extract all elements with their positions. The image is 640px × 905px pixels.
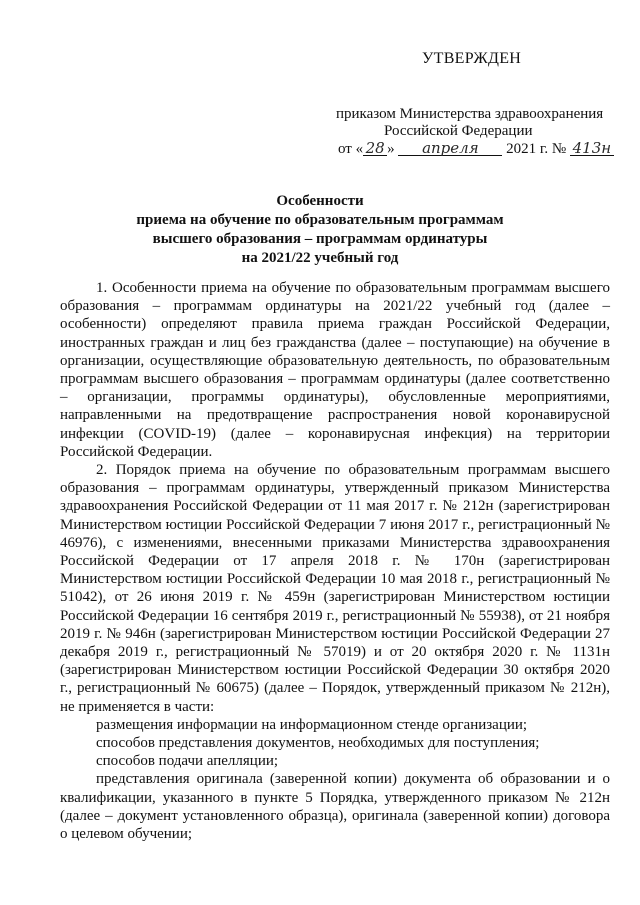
date-year: 2021 г. №: [506, 141, 567, 157]
title-line-2: приема на обучение по образовательным программам: [136, 212, 504, 228]
approved-stamp-text: УТВЕРЖДЕН: [422, 50, 522, 67]
title-line-3: высшего образования – программам ординатуры: [152, 231, 488, 247]
order-date-line: [338, 141, 614, 158]
order-issuer-line: приказом Министерства здравоохранения: [336, 106, 604, 122]
title-line-4: на 2021/22 учебный год: [241, 250, 399, 266]
document-title: [60, 192, 580, 268]
list-item: представления оригинала (заверенной копии) документа об образовании и о квалификации, указанного в пункте 5 Порядка, утвержденного приказом № 212н (далее – документ установленного образца), оригинала (заверенной копии) договора о целевом обучении;: [60, 771, 610, 843]
title-line-1: Особенности: [276, 193, 364, 209]
date-mid: »: [387, 141, 399, 157]
paragraph-2: 2. Порядок приема на обучение по образовательным программам высшего образования – программам ординатуры, утвержденный приказом Министерства здравоохранения Российской Федерации от 11 мая 2017 г. № 212н (зарегистрирован Министерством юстиции Российской Федерации 7 июня 2017 г., регистрационный № 46976), с изменениями, внесенными приказами Министерства здравоохранения Российской Федерации от 17 апреля 2018 г. № 170н (зарегистрирован Министерством юстиции Российской Федерации 10 мая 2018 г., регистрационный № 51042), от 26 июня 2019 г. № 459н (зарегистрирован Министерством юстиции Российской Федерации 16 сентября 2019 г., регистрационный № 55938), от 21 ноября 2019 г. № 946н (зарегистрирован Министерством юстиции Российской Федерации 27 декабря 2019 г., регистрационный № 57019) и от 20 октября 2020 г. № 1131н (зарегистрирован Министерством юстиции Российской Федерации 30 октября 2020 г., регистрационный № 60675) (далее – Порядок, утвержденный приказом № 212н), не применяется в части:: [60, 462, 610, 715]
date-day: 28: [363, 142, 387, 156]
list-item: способов представления документов, необходимых для поступления;: [96, 735, 540, 752]
date-month: апреля: [398, 142, 502, 156]
paragraph-1: 1. Особенности приема на обучение по образовательным программам высшего образования – программам ординатуры на 2021/22 учебный год (далее – особенности) определяют правила приема граждан Российской Федерации, иностранных граждан и лиц без гражданства (далее – поступающие) на обучение в организации, осуществляющие образовательную деятельность, по образовательным программам высшего образования – программам ординатуры (далее соответственно – организации, программы ординатуры), обусловленные мероприятиями, направленными на предотвращение распространения новой коронавирусной инфекции (COVID-19) (далее – коронавирусная инфекция) на территории Российской Федерации.: [60, 280, 610, 460]
list-item: размещения информации на информационном стенде организации;: [96, 716, 528, 733]
document-header: [0, 0, 640, 160]
list-item: способов подачи апелляции;: [96, 753, 279, 770]
order-country-line: Российской Федерации: [384, 123, 533, 139]
date-prefix: от «: [338, 141, 364, 157]
order-number: 413н: [570, 142, 614, 156]
document-body: [60, 279, 610, 843]
